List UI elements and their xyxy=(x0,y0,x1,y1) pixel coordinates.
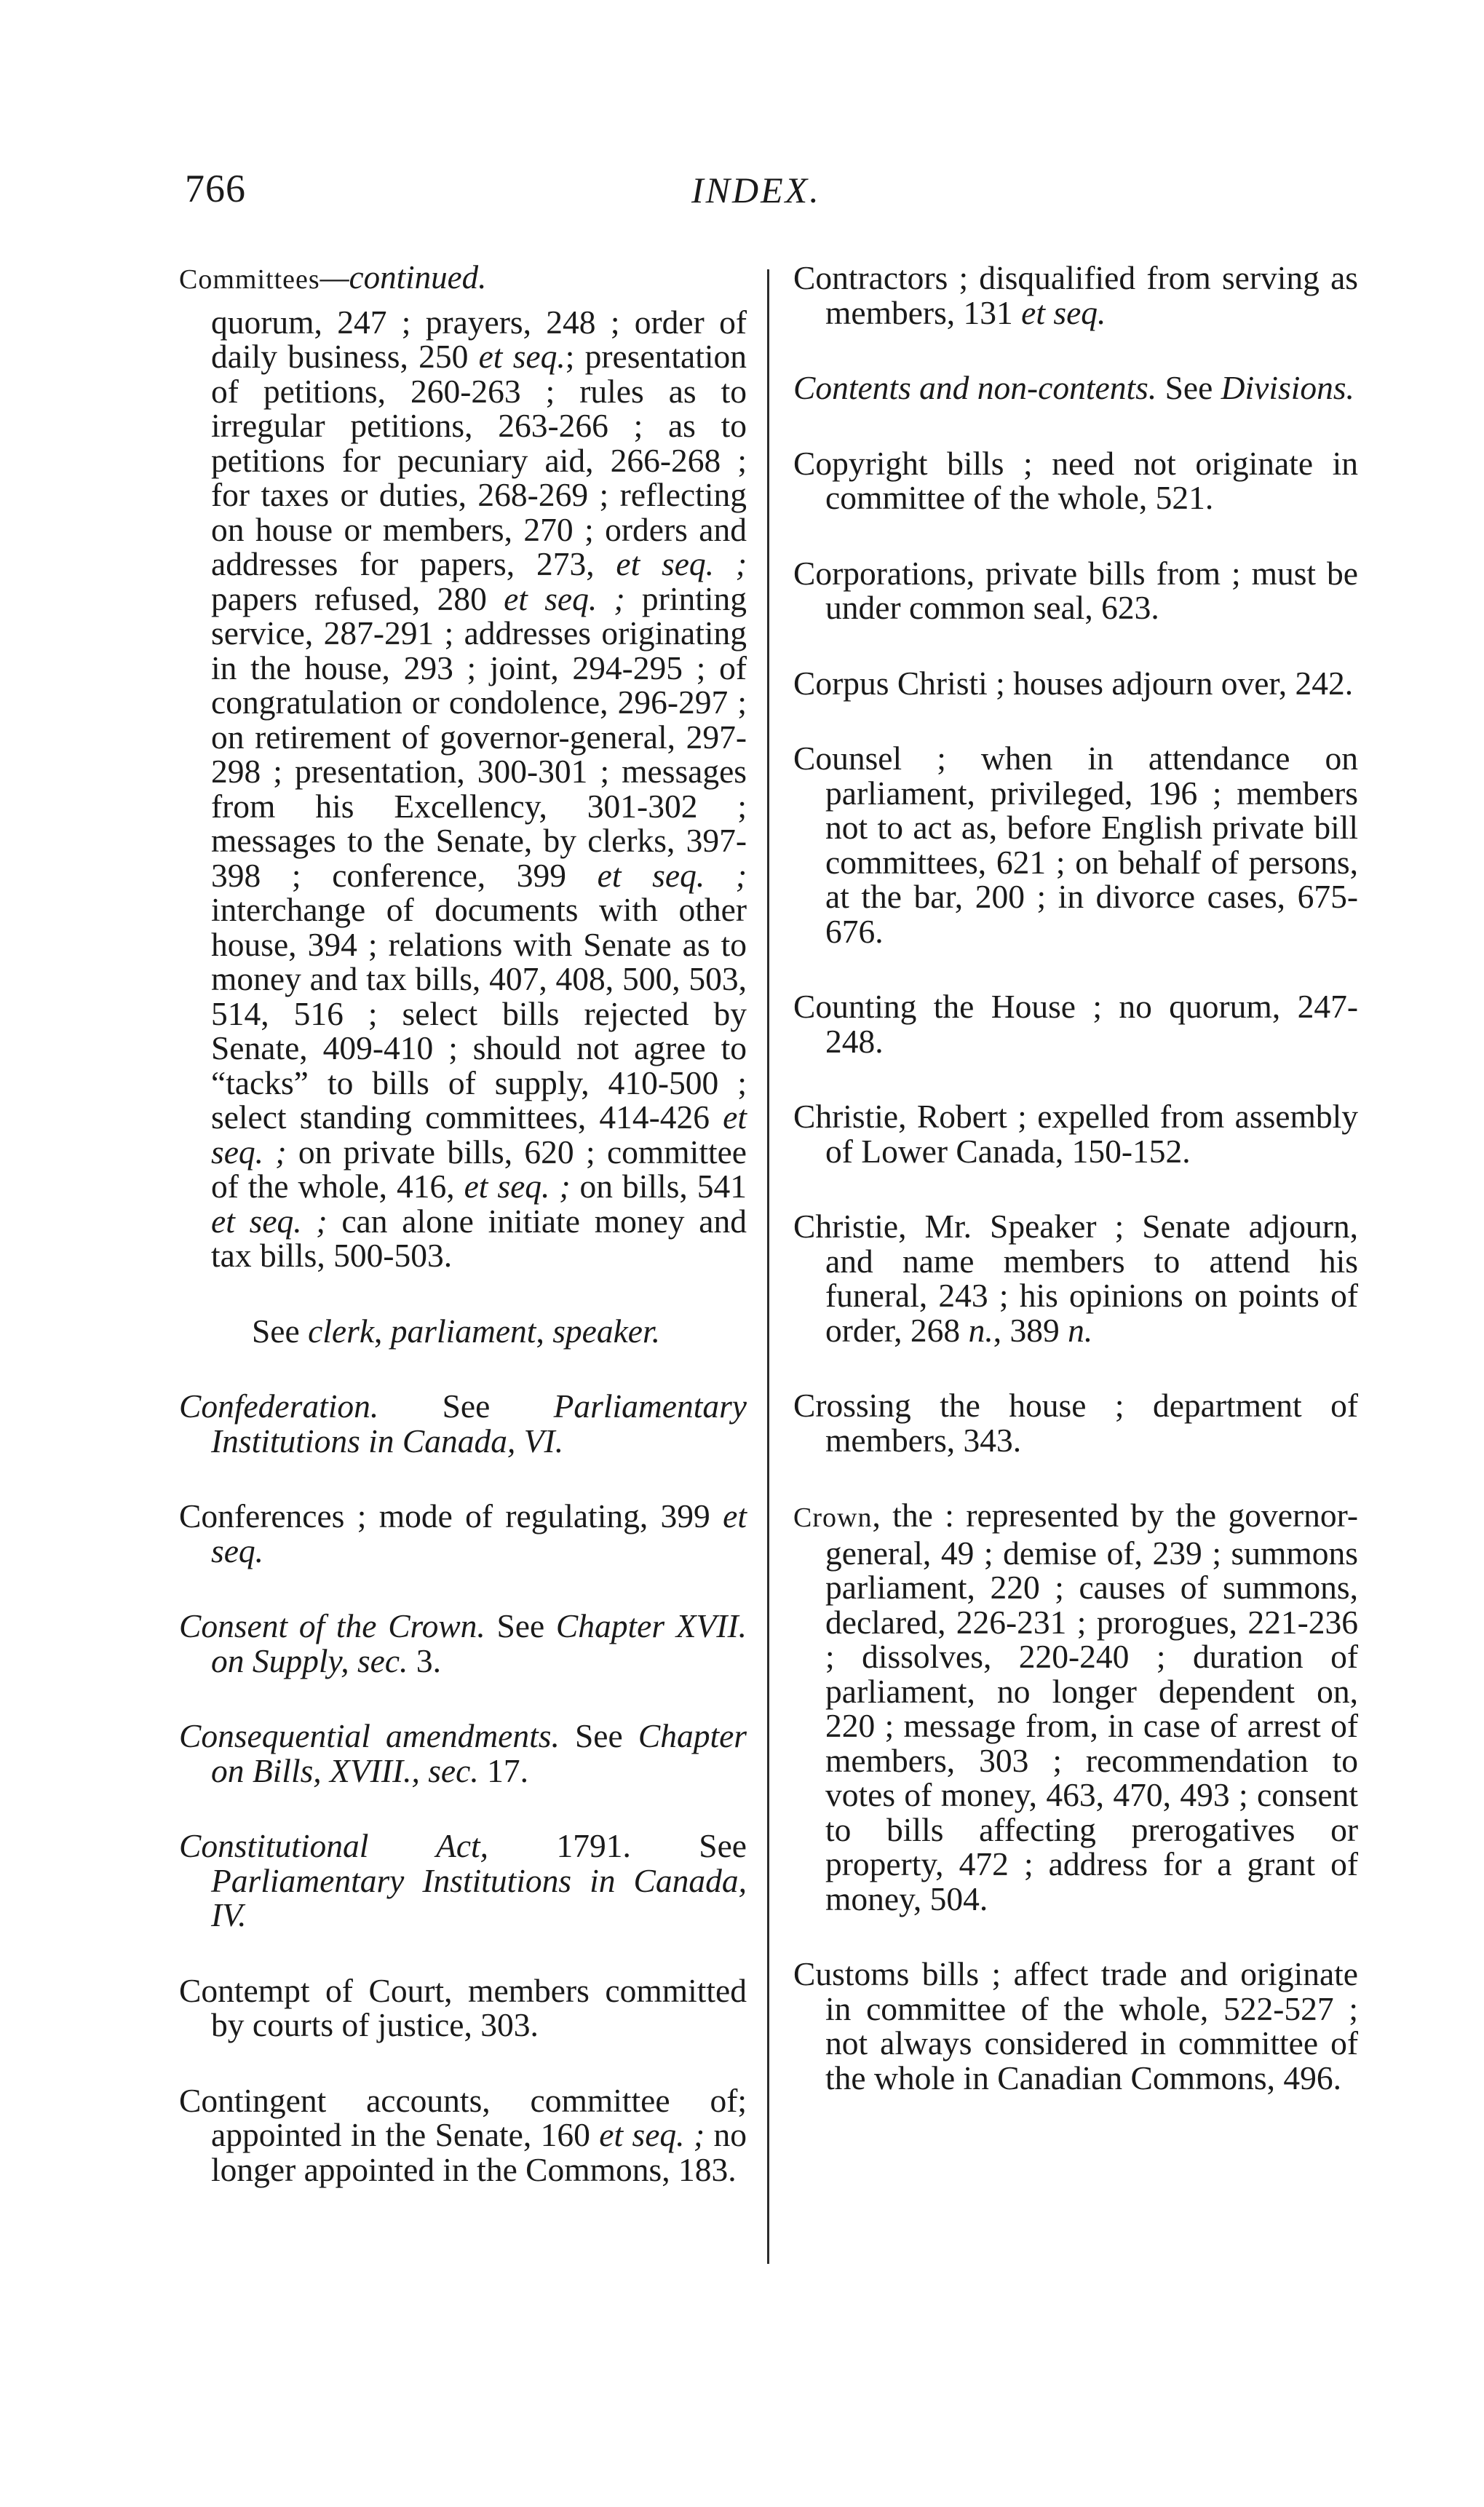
entry-term: Confederation. xyxy=(179,1387,379,1425)
entry-text: can alone initiate money and tax bills, 500-503. xyxy=(211,1202,747,1274)
entry-number: 3. xyxy=(408,1641,441,1679)
entry-term: Constitutional Act, xyxy=(179,1827,489,1864)
see-parliament: parliament xyxy=(390,1312,536,1350)
entry-text: quorum, 247 ; prayers, 248 ; order of daily business, 250 xyxy=(211,303,747,375)
entry-text: 1791. See xyxy=(488,1827,747,1864)
entry-text: no longer appointed in the Commons, 183. xyxy=(211,2116,747,2188)
et-seq: et seq. ; xyxy=(464,1168,571,1205)
entry-reference: Chapter on Bills, XVIII., sec. xyxy=(211,1717,747,1789)
et-seq: et seq. ; xyxy=(597,856,747,894)
customs-entry: Customs bills ; affect trade and originate in committee of the whole, 522-527 ; not always considered in committee of the whole in Canadian Commons, 496. xyxy=(793,1955,1358,2096)
entry-reference: Parliamentary Institutions in Canada, IV. xyxy=(211,1861,747,1933)
et-seq: et seq. xyxy=(1021,293,1106,331)
christie-robert-entry: Christie, Robert ; expelled from assembly of Lower Canada, 150-152. xyxy=(793,1098,1358,1170)
et-seq: et seq. xyxy=(211,1497,747,1569)
entry-text: on private bills, 620 ; committee of the whole, 416, xyxy=(211,1133,747,1205)
et-seq: et seq. xyxy=(478,338,566,375)
consent-entry xyxy=(179,1609,747,1678)
entry-number: 17. xyxy=(478,1751,528,1789)
entry-text: Contractors ; disqualified from serving as members, 131 xyxy=(793,259,1358,331)
contempt-entry: Contempt of Court, members committed by courts of justice, 303. xyxy=(179,1971,747,2043)
continued-label: —continued. xyxy=(320,259,487,296)
et-seq: et seq. ; xyxy=(616,545,747,582)
constitutional-entry xyxy=(179,1829,747,1933)
entry-text: Contingent accounts, committee of; appointed in the Senate, 160 xyxy=(179,2081,747,2153)
contingent-entry xyxy=(179,2083,747,2187)
note-ref: n. xyxy=(968,1311,993,1349)
consequential-entry xyxy=(179,1719,747,1788)
et-seq: et seq. ; xyxy=(599,2116,705,2153)
et-seq: et seq. ; xyxy=(504,579,625,617)
entry-reference: Divisions. xyxy=(1221,369,1354,406)
contractors-entry xyxy=(793,261,1358,330)
committees-entry xyxy=(179,305,747,1273)
see-speaker: speaker. xyxy=(552,1312,661,1350)
committees-heading xyxy=(179,261,747,298)
committees-label: Committees xyxy=(179,264,320,295)
corporations-entry: Corporations, private bills from ; must be under common seal, 623. xyxy=(793,554,1358,626)
entry-text: , the : represented by the governor-general, 49 ; demise of, 239 ; summons parliament, 220 ; causes of summons, declared, 226-231 ; prorogues, 221-236 ; dissolves, 220-240 ; duration of parliament, no longer dependent on, 220 ; message from, in case of arrest of members, 303 ; recommendation to votes of money, 463, 470, 493 ; consent to bills affecting prerogatives or property, 472 ; address for a grant of money, 504. xyxy=(825,1497,1358,1917)
christie-speaker-entry xyxy=(793,1209,1358,1347)
corpus-christi-entry: Corpus Christi ; houses adjourn over, 242. xyxy=(793,664,1354,702)
running-head: INDEX. xyxy=(691,170,821,210)
confederation-entry xyxy=(179,1389,747,1458)
entry-text: interchange of documents with other house, 394 ; relations with Senate as to money and tax bills, 407, 408, 500, 503, 514, 516 ; select bills rejected by Senate, 409-410 ; should not agree to “tacks” to bills of supply, 410-500 ; select standing committees, 414-426 xyxy=(211,891,747,1136)
counsel-entry: Counsel ; when in attendance on parliament, privileged, 196 ; members not to act as, before English private bill committees, 621 ; on behalf of persons, at the bar, 200 ; in divorce cases, 675-676. xyxy=(793,740,1358,950)
see-word: See xyxy=(252,1312,309,1350)
crossing-entry: Crossing the house ; department of members, 343. xyxy=(793,1387,1358,1459)
column-divider xyxy=(767,269,769,2264)
left-column xyxy=(179,261,747,2227)
et-seq: et seq. ; xyxy=(211,1202,328,1240)
entry-text: papers refused, 280 xyxy=(211,579,504,617)
contents-entry xyxy=(793,371,1358,405)
see-word: See xyxy=(378,1387,554,1425)
right-column xyxy=(793,261,1358,2136)
note-ref: n. xyxy=(1068,1311,1093,1349)
copyright-entry: Copyright bills ; need not originate in committee of the whole, 521. xyxy=(793,444,1358,516)
entry-term: Contents and non-contents. xyxy=(793,369,1157,406)
conferences-entry xyxy=(179,1499,747,1568)
see-word: See xyxy=(559,1717,638,1754)
entry-term: Consequential amendments. xyxy=(179,1717,560,1754)
entry-text: , 389 xyxy=(993,1311,1068,1349)
entry-term: Crown xyxy=(793,1502,873,1533)
see-also-line: See clerk, parliament, speaker. xyxy=(252,1312,661,1350)
see-word: See xyxy=(1156,369,1221,406)
entry-text: on bills, 541 xyxy=(570,1168,747,1205)
entry-text: ; presentation of petitions, 260-263 ; rules as to irregular petitions, 263-266 ; as to petitions for pecuniary aid, 266-268 ; for taxes or duties, 268-269 ; reflecting on house or members, 270 ; orders and addresses for papers, 273, xyxy=(211,338,747,582)
et-seq: et seq. ; xyxy=(211,1098,747,1171)
entry-text: Christie, Mr. Speaker ; Senate adjourn, and name members to attend his funeral, 243 ; his opinions on points of order, 268 xyxy=(793,1208,1358,1349)
entry-text: Conferences ; mode of regulating, 399 xyxy=(179,1497,723,1534)
see-clerk: clerk xyxy=(308,1312,375,1350)
entry-reference: Chapter XVII. on Supply, sec. xyxy=(211,1607,747,1679)
entry-term: Consent of the Crown. xyxy=(179,1607,485,1644)
counting-entry: Counting the House ; no quorum, 247-248. xyxy=(793,988,1358,1060)
crown-entry xyxy=(793,1498,1358,1916)
see-word: See xyxy=(485,1607,556,1644)
page-number: 766 xyxy=(185,167,246,210)
entry-reference: Parliamentary Institutions in Canada, VI. xyxy=(211,1387,747,1460)
entry-text: printing service, 287-291 ; addresses originating in the house, 293 ; joint, 294-295 ; of congratulation or condolence, 296-297 ; on retirement of governor-general, 297-298 ; presentation, 300-301 ; messages from his Excellency, 301-302 ; messages to the Senate, by clerks, 397-398 ; conference, 399 xyxy=(211,579,747,894)
